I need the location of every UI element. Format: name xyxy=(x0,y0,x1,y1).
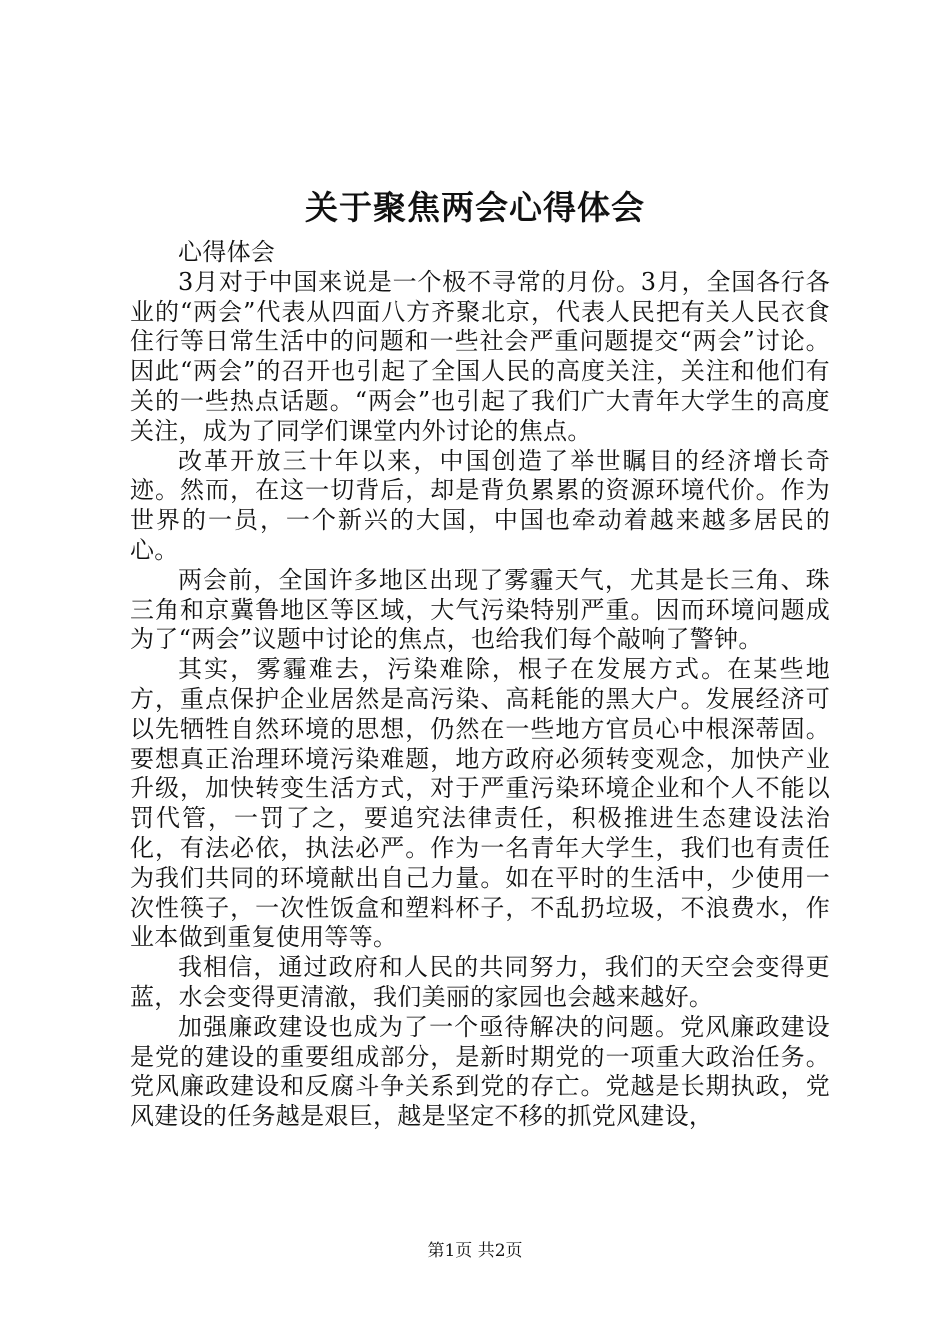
page-footer: 第1页 共2页 xyxy=(427,1241,523,1261)
paragraph: 改革开放三十年以来，中国创造了举世瞩目的经济增长奇迹。然而，在这一切背后，却是背负累累的资源环境代价。作为世界的一员，一个新兴的大国，中国也牵动着越来越多居民的心。 xyxy=(130,446,830,564)
paragraph: 其实，雾霾难去，污染难除，根子在发展方式。在某些地方，重点保护企业居然是高污染、高耗能的黑大户。发展经济可以先牺牲自然环境的思想，仍然在一些地方官员心中根深蒂固。要想真正治理环境污染难题，地方政府必须转变观念，加快产业升级，加快转变生活方式，对于严重污染环境企业和个人不能以罚代管，一罚了之，要追究法律责任，积极推进生态建设法治化，有法必依，执法必严。作为一名青年大学生，我们也有责任为我们共同的环境献出自己力量。如在平时的生活中，少使用一次性筷子，一次性饭盒和塑料杯子，不乱扔垃圾，不浪费水，作业本做到重复使用等等。 xyxy=(130,655,830,952)
paragraph: 我相信，通过政府和人民的共同努力，我们的天空会变得更蓝，水会变得更清澈，我们美丽的家园也会越来越好。 xyxy=(130,953,830,1011)
paragraph-heading: 心得体会 xyxy=(178,238,276,266)
paragraph: 3月对于中国来说是一个极不寻常的月份。3月，全国各行各业的“两会”代表从四面八方齐聚北京，代表人民把有关人民衣食住行等日常生活中的问题和一些社会严重问题提交“两会”讨论。因此“两会”的召开也引起了全国人民的高度关注，关注和他们有关的一些热点话题。“两会”也引起了我们广大青年大学生的高度关注，成为了同学们课堂内外讨论的焦点。 xyxy=(130,267,830,445)
document-title: 关于聚焦两会心得体会 xyxy=(305,188,645,227)
paragraph: 加强廉政建设也成为了一个亟待解决的问题。党风廉政建设是党的建设的重要组成部分，是新时期党的一项重大政治任务。党风廉政建设和反腐斗争关系到党的存亡。党越是长期执政，党风建设的任务越是艰巨，越是坚定不移的抓党风建设， xyxy=(130,1012,830,1131)
paragraph: 两会前，全国许多地区出现了雾霾天气，尤其是长三角、珠三角和京冀鲁地区等区域，大气污染特别严重。因而环境问题成为了“两会”议题中讨论的焦点，也给我们每个敲响了警钟。 xyxy=(130,565,830,654)
document-body xyxy=(130,238,830,1132)
